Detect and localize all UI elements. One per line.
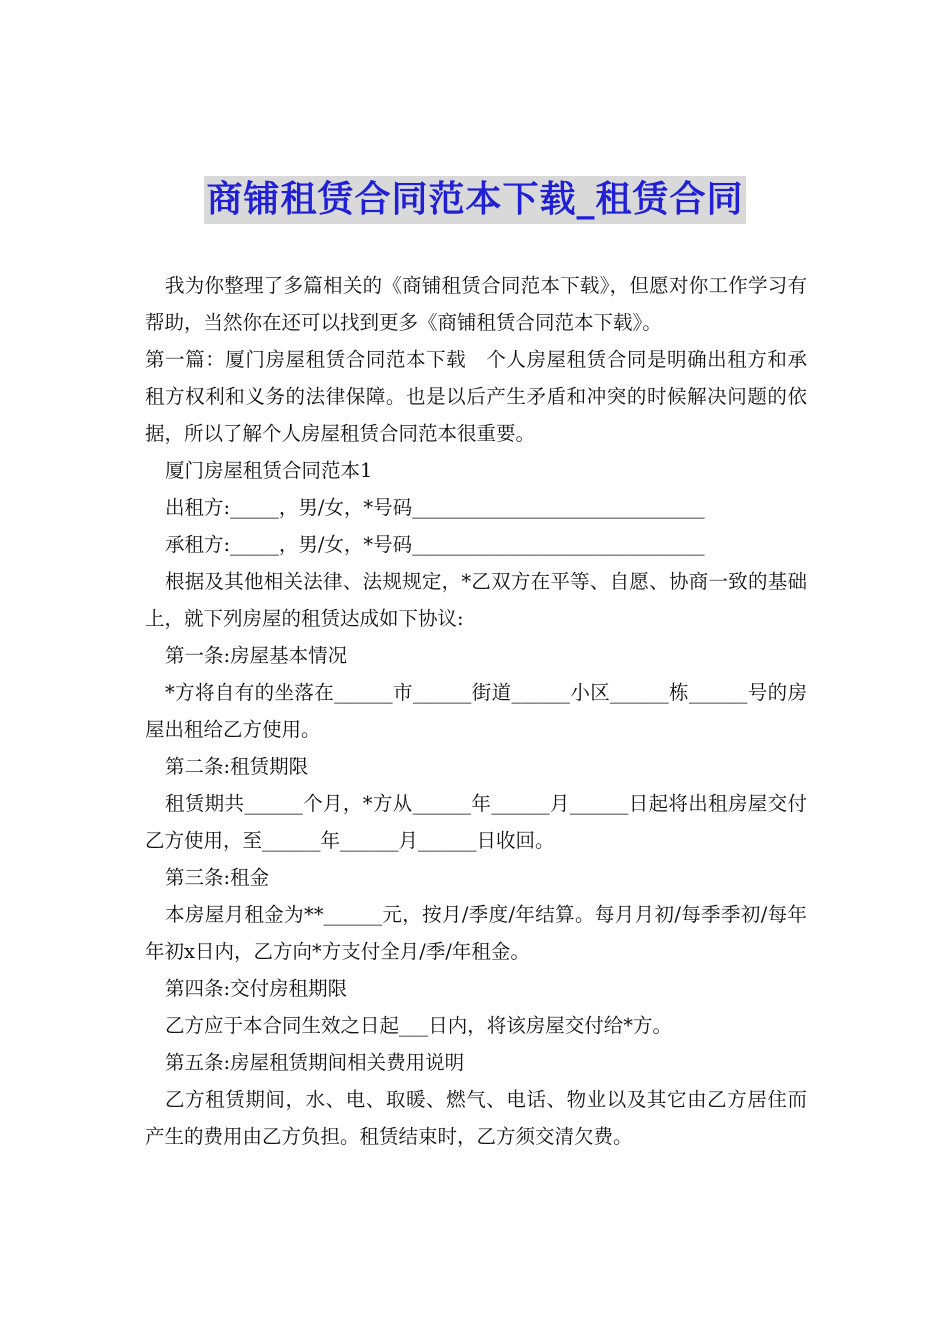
title-container xyxy=(0,176,950,224)
paragraph: 承租方:_____，男/女，*号码______________________________ xyxy=(165,533,705,556)
paragraph: 我为你整理了多篇相关的《商铺租赁合同范本下载》，但愿对你工作学习有帮助，当然你在还可以找到更多《商铺租赁合同范本下载》。 xyxy=(145,274,807,334)
paragraph: 本房屋月租金为**______元，按月/季度/年结算。每月月初/每季季初/每年年初x日内，乙方向*方支付全月/季/年租金。 xyxy=(145,903,807,963)
paragraph: 根据及其他相关法律、法规规定，*乙双方在平等、自愿、协商一致的基础上，就下列房屋的租赁达成如下协议: xyxy=(145,570,807,630)
document-title: 商铺租赁合同范本下载_租赁合同 xyxy=(204,176,745,224)
paragraph: 厦门房屋租赁合同范本1 xyxy=(165,459,373,482)
paragraph: 第一条:房屋基本情况 xyxy=(165,644,348,667)
paragraph: 租赁期共______个月，*方从______年______月______日起将出租房屋交付乙方使用，至______年______月______日收回。 xyxy=(145,792,807,852)
paragraph: 第三条:租金 xyxy=(165,866,270,889)
paragraph: 乙方租赁期间，水、电、取暖、燃气、电话、物业以及其它由乙方居住而产生的费用由乙方负担。租赁结束时，乙方须交清欠费。 xyxy=(145,1088,807,1148)
paragraph: 第四条:交付房租期限 xyxy=(165,977,348,1000)
paragraph: 第一篇：厦门房屋租赁合同范本下载 个人房屋租赁合同是明确出租方和承租方权利和义务的法律保障。也是以后产生矛盾和冲突的时候解决问题的依据，所以了解个人房屋租赁合同范本很重要。 xyxy=(145,348,807,445)
document-body xyxy=(145,267,807,1155)
paragraph: 乙方应于本合同生效之日起___日内，将该房屋交付给*方。 xyxy=(165,1014,673,1037)
paragraph: 第五条:房屋租赁期间相关费用说明 xyxy=(165,1051,465,1074)
paragraph: 出租方:_____，男/女，*号码______________________________ xyxy=(165,496,705,519)
paragraph: 第二条:租赁期限 xyxy=(165,755,309,778)
paragraph: *方将自有的坐落在______市______街道______小区______栋______号的房屋出租给乙方使用。 xyxy=(145,681,807,741)
